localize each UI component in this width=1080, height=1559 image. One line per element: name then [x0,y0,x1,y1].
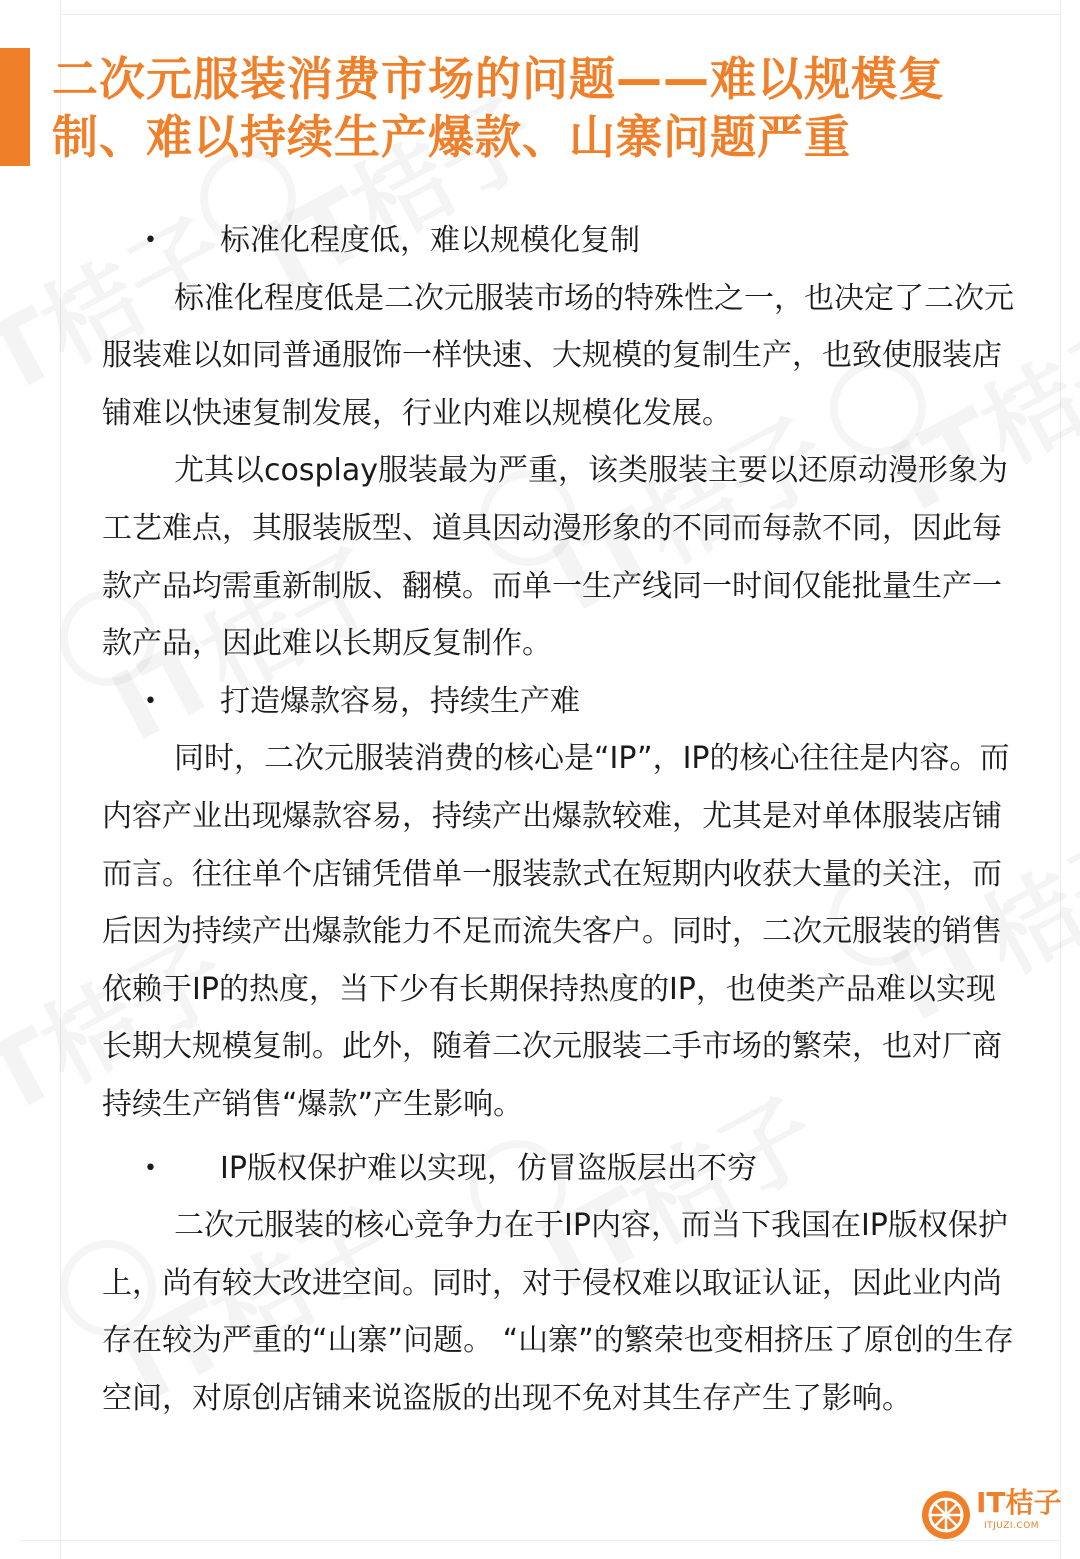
brand-logo [922,1485,1062,1545]
paragraph: 标准化程度低是二次元服装市场的特殊性之一，也决定了二次元服装难以如同普通服饰一样快速、大规模的复制生产，也致使服装店铺难以快速复制发展，行业内难以规模化发展。 [102,280,1014,431]
title-accent-bar [0,48,30,166]
section-heading [102,673,1022,731]
orange-slice-icon [922,1491,970,1539]
paragraph: 尤其以cosplay服装最为严重，该类服装主要以还原动漫形象为工艺难点，其服装版型、道具因动漫形象的不同而每款不同，因此每款产品均需重新制版、翻模。而单一生产线同一时间仅能批量生产一款产品，因此难以长期反复制作。 [102,453,1008,662]
brand-name: IT桔子 [976,1486,1062,1519]
frame-line-right [1060,0,1061,1559]
section-heading-text: IP版权保护难以实现，仿冒盗版层出不穷 [220,1150,757,1186]
bullet-icon: • [144,1155,157,1181]
section-heading [102,1140,1022,1198]
bullet-icon: • [144,228,157,253]
section-heading [102,212,1022,270]
paragraph: 同时，二次元服装消费的核心是“IP”，IP的核心往往是内容。而内容产业出现爆款容易，持续产出爆款较难，尤其是对单体服装店铺而言。往往单个店铺凭借单一服装款式在短期内收获大量的关注，而后因为持续产出爆款能力不足而流失客户。同时，二次元服装的销售依赖于IP的热度，当下少有长期保持热度的IP，也使类产品难以实现长期大规模复制。此外，随着二次元服装二手市场的繁荣，也对厂商持续生产销售“爆款”产生影响。 [102,741,1010,1122]
frame-line-bottom [20,1540,1061,1541]
document-body [102,212,1022,1427]
bullet-icon: • [144,688,157,714]
frame-line-left [60,0,61,1559]
paragraph: 二次元服装的核心竞争力在于IP内容，而当下我国在IP版权保护上，尚有较大改进空间。同时，对于侵权难以取证认证，因此业内尚存在较为严重的“山寨”问题。 “山寨”的繁荣也变相挤压了原创的生存空间，对原创店铺来说盗版的出现不免对其生存产生了影响。 [102,1208,1014,1416]
section-heading-text: 打造爆款容易，持续生产难 [220,683,580,719]
section-heading-text: 标准化程度低，难以规模化复制 [220,223,640,258]
frame-line-top [60,14,1061,15]
page-title: 二次元服装消费市场的问题——难以规模复制、难以持续生产爆款、山寨问题严重 [52,52,945,164]
brand-url: ITJUZI.COM [984,1521,1040,1531]
